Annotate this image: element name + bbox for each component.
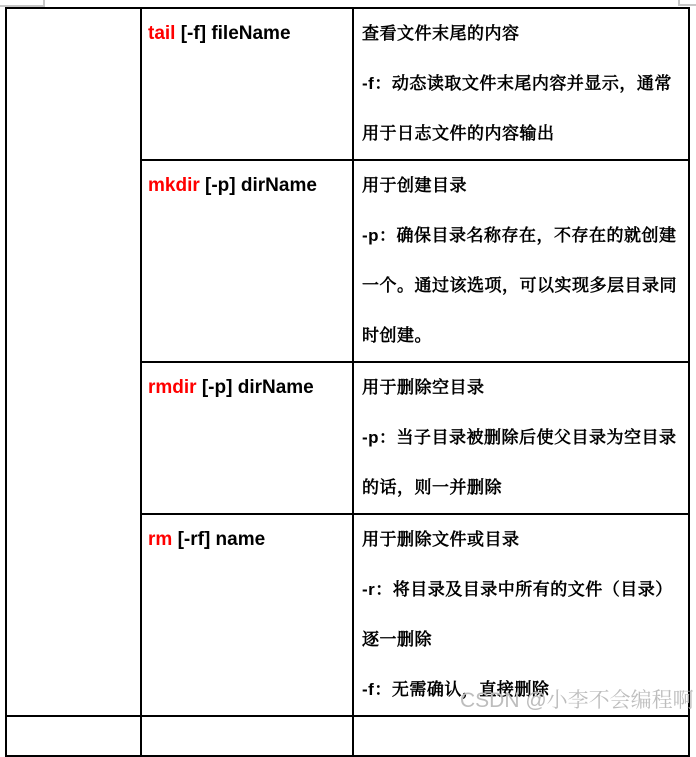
command-args: [-rf] name: [177, 529, 266, 550]
empty-category-cell-next: [6, 716, 141, 756]
command-name: tail: [148, 23, 176, 44]
csdn-watermark: CSDN @小李不会编程啊: [460, 689, 694, 712]
empty-category-cell: [6, 8, 141, 716]
command-name: rm: [148, 529, 173, 550]
description-line: -f：动态读取文件末尾内容并显示，通常用于日志文件的内容输出: [362, 74, 672, 143]
table-row-partial-next: [6, 716, 689, 756]
command-cell: [141, 160, 353, 362]
grid-artifact-top-left-vertical: [43, 0, 45, 7]
description-line: -p：确保目录名称存在，不存在的就创建一个。通过该选项，可以实现多层目录同时创建。: [362, 226, 677, 345]
command-cell: [141, 8, 353, 160]
description-cell: [353, 8, 689, 160]
description-cell: [353, 160, 689, 362]
description-line: 用于删除空目录: [362, 378, 485, 397]
table-row-tail: [6, 8, 689, 160]
description-clip: [362, 9, 680, 159]
description-line: -p：当子目录被删除后使父目录为空目录的话，则一并删除: [362, 428, 677, 497]
description-line: -r：将目录及目录中所有的文件（目录）逐一删除: [362, 580, 673, 649]
description-clip: [362, 161, 680, 361]
linux-commands-table-body: [6, 8, 689, 756]
description-clip: [362, 515, 680, 715]
description-line: 用于创建目录: [362, 176, 467, 195]
description-cell-next: [353, 716, 689, 756]
command-text: [148, 9, 346, 59]
description-cell: [353, 514, 689, 716]
description-cell: [353, 362, 689, 514]
command-cell: [141, 514, 353, 716]
command-cell-next: [141, 716, 353, 756]
description-line: 用于删除文件或目录: [362, 530, 520, 549]
command-text: [148, 515, 346, 565]
command-name: rmdir: [148, 377, 197, 398]
linux-commands-table: [5, 7, 690, 757]
command-args: [-p] dirName: [201, 377, 314, 398]
description-line: -f：无需确认，直接删除: [362, 680, 550, 699]
command-args: [-p] dirName: [205, 175, 317, 196]
grid-artifact-top-right-horizontal: [679, 4, 696, 6]
command-cell: [141, 362, 353, 514]
command-name: mkdir: [148, 175, 200, 196]
command-text: [148, 363, 346, 413]
description-clip: [362, 363, 680, 513]
description-line: 查看文件末尾的内容: [362, 24, 520, 43]
command-text: [148, 161, 346, 211]
command-args: [-f] fileName: [180, 23, 291, 44]
